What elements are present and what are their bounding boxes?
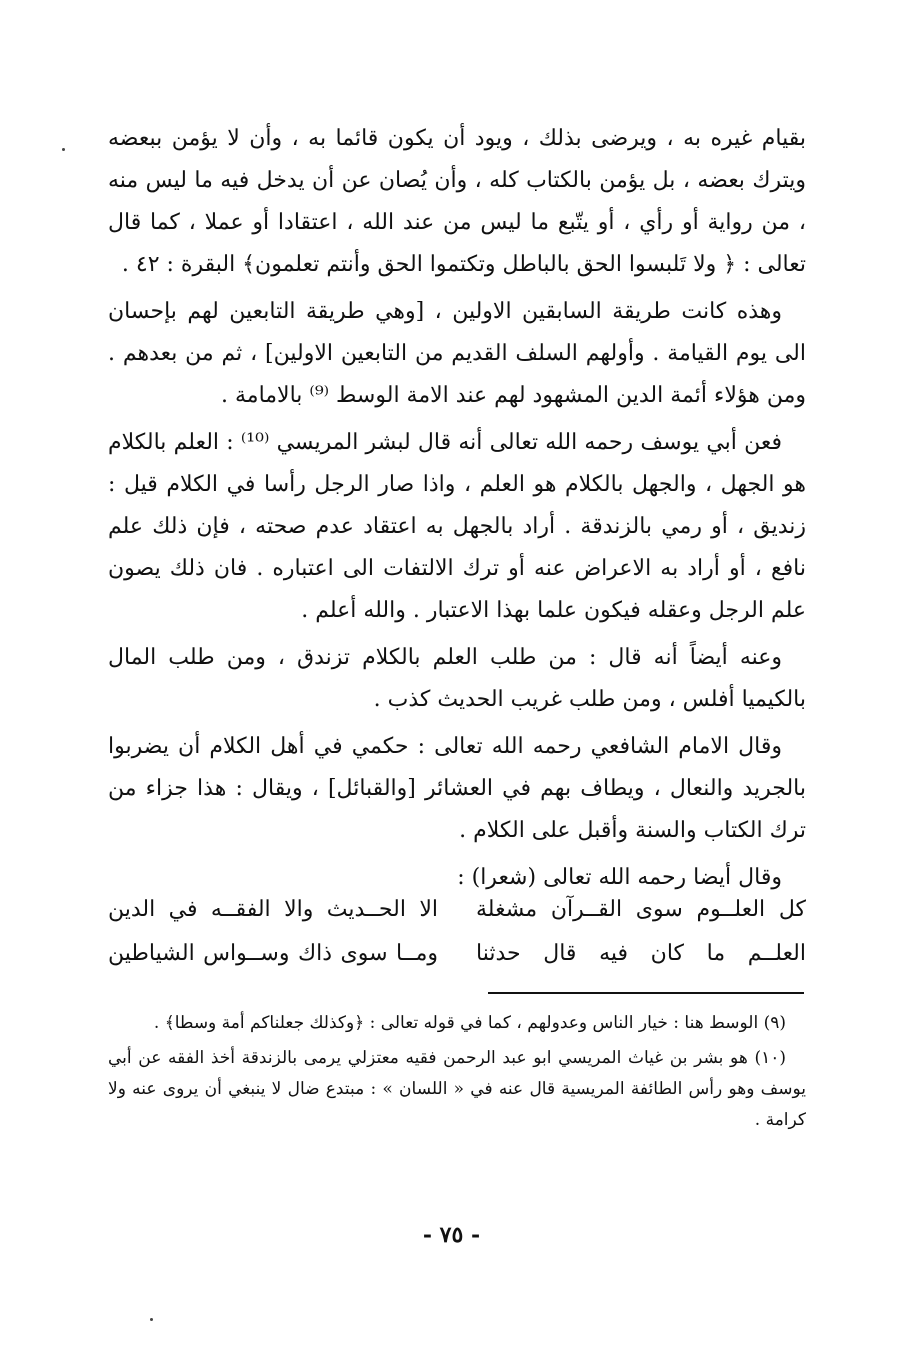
poem-first-hemistich: كل العلــوم سوى القــرآن مشغلة [476, 897, 806, 922]
poem-first-hemistich: العلــم ما كان فيه قال حدثنا [476, 941, 806, 966]
poem-verse [108, 932, 806, 976]
page-number: - ٧٥ - [422, 1222, 481, 1248]
footnote-separator [488, 992, 804, 994]
poem-verse [108, 888, 806, 932]
footnote: (١٠) هو بشر بن غياث المريسي ابو عبد الرحمن فقيه معتزلي يرمى بالزندقة أخذ الفقه عن أبي يوسف وهو رأس الطائفة المريسية قال عنه في « اللسان » : مبتدع ضال لا ينبغي أن يروى عنه ولا كرامة . [108, 1048, 806, 1130]
footnotes [108, 1008, 806, 1140]
paragraph: وعنه أيضاً أنه قال : من طلب العلم بالكلام تزندق ، ومن طلب المال بالكيميا أفلس ، ومن طلب غريب الحديث كذب . [108, 645, 806, 712]
paragraph: وقال أيضا رحمه الله تعالى (شعرا) : [457, 865, 782, 890]
scan-speck [62, 148, 65, 151]
paragraph: بقيام غيره به ، ويرضى بذلك ، ويود أن يكون قائما به ، وأن لا يؤمن ببعضه ويترك بعضه ، بل يؤمن بالكتاب كله ، وأن يُصان عن أن يدخل فيه ما ليس منه ، من رواية أو رأي ، أو يتّبع ما ليس من عند الله ، اعتقادا أو عملا ، كما قال تعالى : ﴿ ولا تَلبسوا الحق بالباطل وتكتموا الحق وأنتم تعلمون﴾ البقرة : ٤٢ . [108, 126, 806, 277]
poem [108, 888, 806, 976]
paragraph: وقال الامام الشافعي رحمه الله تعالى : حكمي في أهل الكلام أن يضربوا بالجريد والنعال ، ويطاف بهم في العشائر [والقبائل] ، ويقال : هذا جزاء من ترك الكتاب والسنة وأقبل على الكلام . [108, 734, 806, 843]
paragraph: فعن أبي يوسف رحمه الله تعالى أنه قال لبشر المريسي ⁽¹⁰⁾ : العلم بالكلام هو الجهل ، والجهل بالكلام هو العلم ، واذا صار الرجل رأسا في الكلام قيل : زنديق ، أو رمي بالزندقة . أراد بالجهل به اعتقاد عدم صحته ، فإن ذلك علم نافع ، أو أراد به الاعراض عنه أو ترك الالتفات الى اعتباره . فان ذلك يصون علم الرجل وعقله فيكون علما بهذا الاعتبار . والله أعلم . [108, 430, 807, 623]
poem-second-hemistich: ومــا سوى ذاك وســواس الشياطين [108, 941, 438, 966]
paragraph: وهذه كانت طريقة السابقين الاولين ، [وهي طريقة التابعين لهم بإحسان الى يوم القيامة . وأولهم السلف القديم من التابعين الاولين] ، ثم من بعدهم . ومن هؤلاء أئمة الدين المشهود لهم عند الامة الوسط ⁽⁹⁾ بالامامة . [108, 299, 806, 408]
scan-speck [150, 1318, 153, 1321]
footnote: (٩) الوسط هنا : خيار الناس وعدولهم ، كما في قوله تعالى : ﴿وكذلك جعلناكم أمة وسطا﴾ . [153, 1013, 786, 1033]
poem-second-hemistich: الا الحــديث والا الفقــه في الدين [108, 897, 438, 922]
main-text [108, 118, 806, 904]
